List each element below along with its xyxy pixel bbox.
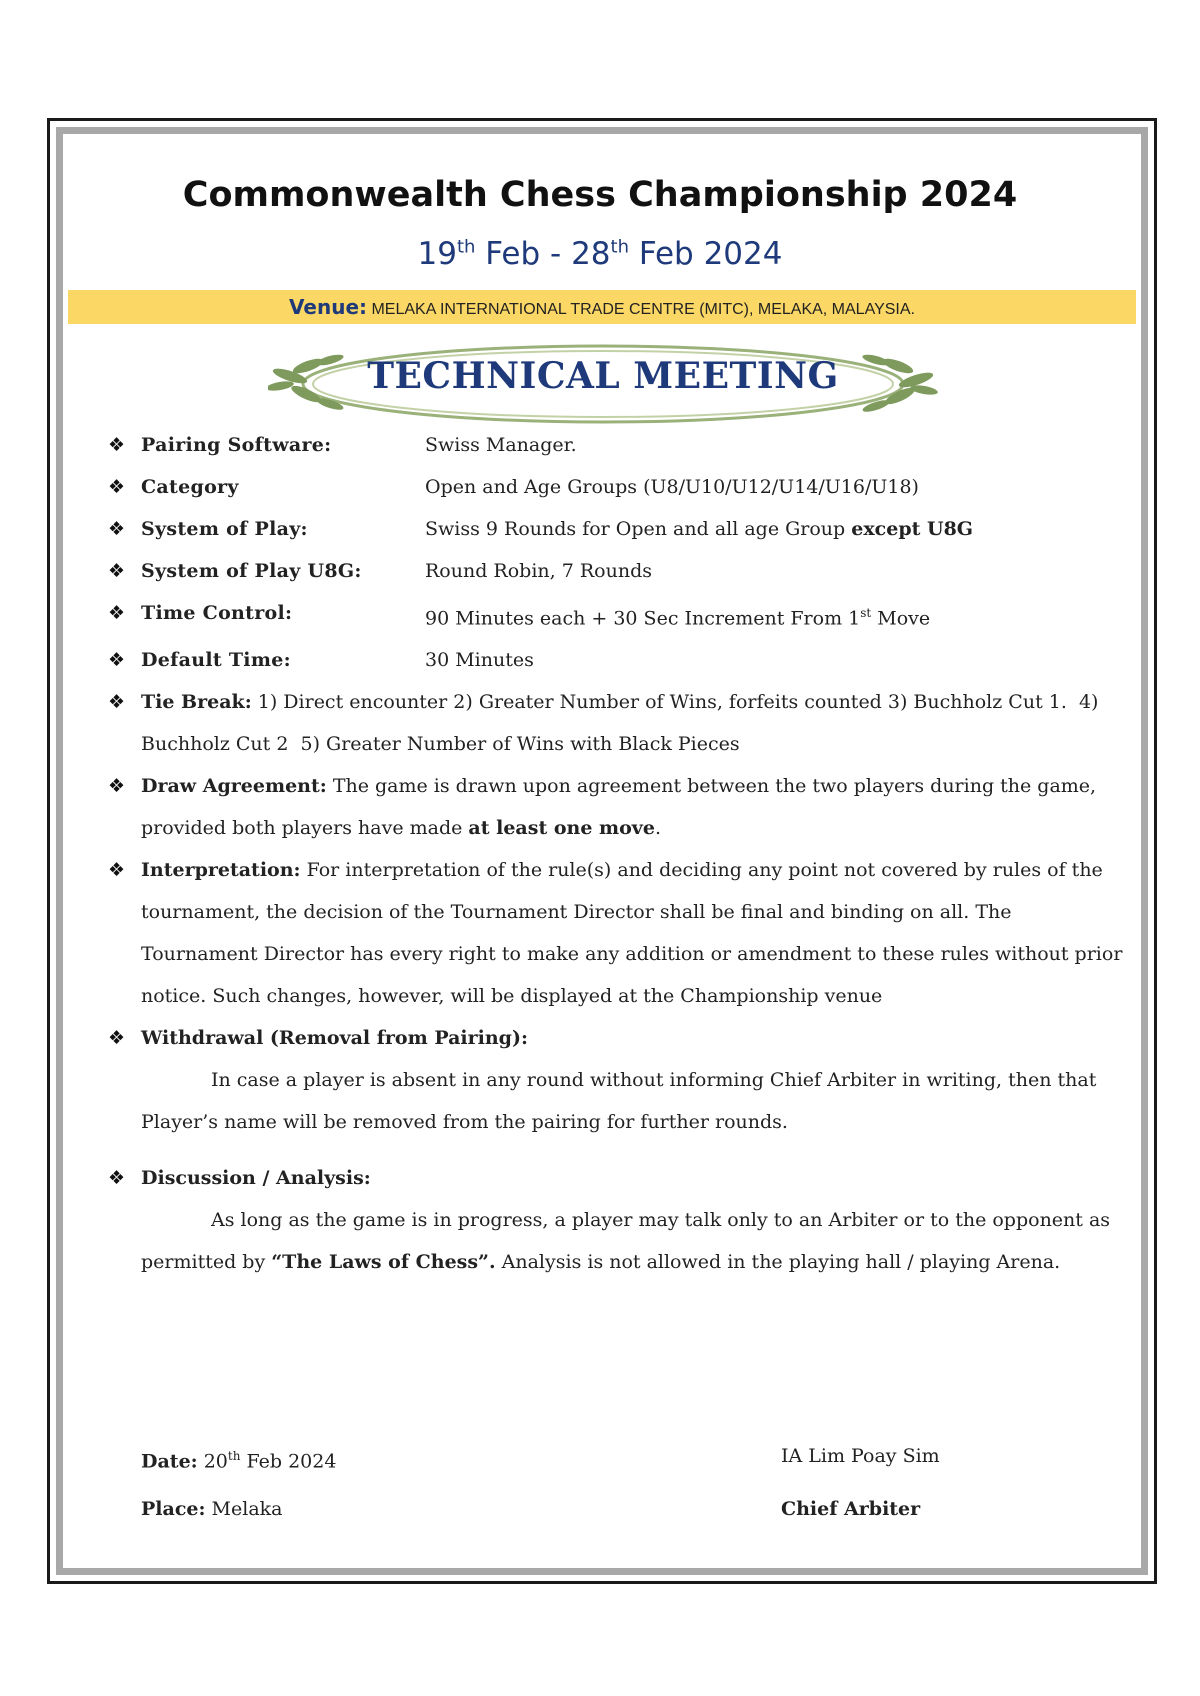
diamond-bullet-icon: ❖ — [108, 434, 126, 456]
date-end-rest: Feb 2024 — [628, 236, 783, 272]
list-item-category — [108, 466, 1128, 508]
item-label: Pairing Software: — [141, 434, 332, 456]
list-item-pairing-software — [108, 424, 1128, 466]
item-value: Swiss Manager. — [425, 434, 577, 456]
item-label: Tie Break: — [141, 691, 252, 714]
signatory-name: IA Lim Poay Sim — [781, 1445, 940, 1467]
item-text: 1) Direct encounter 2) Greater Number of Wins, forfeits counted 3) Buchholz Cut 1. 4) Buchholz Cut 2 5) Greater Number of Wins with Black Pieces — [141, 691, 1105, 756]
list-item-time-control — [108, 592, 1128, 639]
item-label: Draw Agreement: — [141, 775, 327, 798]
list-item-draw-agreement — [108, 765, 1128, 849]
diamond-bullet-icon: ❖ — [108, 476, 126, 498]
item-value — [425, 508, 1128, 550]
venue-bar — [68, 290, 1136, 324]
signature-block — [141, 1432, 1001, 1533]
item-label: Category — [141, 476, 239, 498]
item-text: The game is drawn upon agreement between the two players during the game, provided both players have made — [141, 775, 1103, 840]
event-dates — [0, 236, 1200, 272]
item-text-bold: “The Laws of Chess”. — [271, 1251, 496, 1274]
item-value: Open and Age Groups (U8/U10/U12/U14/U16/U18) — [425, 476, 919, 498]
item-label: Interpretation: — [141, 859, 301, 882]
item-text: In case a player is absent in any round without informing Chief Arbiter in writing, then that Player’s name will be removed from the pairing for further rounds. — [141, 1069, 1097, 1134]
footer-date-suffix: th — [227, 1449, 241, 1463]
item-label: Discussion / Analysis: — [141, 1167, 371, 1190]
item-value-text: Move — [871, 607, 931, 630]
diamond-bullet-icon: ❖ — [108, 859, 126, 882]
item-value — [425, 592, 1128, 639]
footer-place-value: Melaka — [205, 1498, 283, 1521]
item-text: For interpretation of the rule(s) and deciding any point not covered by rules of the tournament, the decision of the Tournament Director shall be final and binding on all. The Tournament Director has every right to make any addition or amendment to these rules without prior notice. Such changes, however, will be displayed at the Championship venue — [141, 859, 1129, 1008]
item-label: System of Play U8G: — [141, 560, 362, 582]
date-start-rest: Feb - — [475, 236, 572, 272]
item-text — [141, 1199, 1128, 1283]
page-title: Commonwealth Chess Championship 2024 — [182, 175, 1018, 215]
item-text-part: Analysis is not allowed in the playing hall / playing Arena. — [495, 1251, 1061, 1274]
item-label: Default Time: — [141, 649, 291, 672]
diamond-bullet-icon: ❖ — [108, 1167, 126, 1190]
diamond-bullet-icon: ❖ — [108, 602, 126, 624]
item-label: System of Play: — [141, 518, 308, 540]
footer-date-label: Date: — [141, 1450, 198, 1473]
list-item-discussion — [108, 1157, 1128, 1283]
item-value: 30 Minutes — [425, 649, 534, 672]
item-text-part: As long as the game is in progress, a player may talk only to an Arbiter or to the opponent as permitted by — [141, 1209, 1117, 1274]
item-value-sup: st — [860, 606, 872, 620]
item-text-bold: at least one move — [468, 817, 655, 840]
date-end-suffix: th — [610, 236, 629, 258]
banner-title: TECHNICAL MEETING — [367, 355, 839, 397]
signatory-title: Chief Arbiter — [781, 1498, 921, 1521]
footer-place-label: Place: — [141, 1498, 206, 1521]
item-value-text: 90 Minutes each + 30 Sec Increment From 1 — [425, 607, 861, 630]
diamond-bullet-icon: ❖ — [108, 649, 126, 672]
diamond-bullet-icon: ❖ — [108, 518, 126, 540]
diamond-bullet-icon: ❖ — [108, 775, 126, 798]
list-item-system-of-play-u8g — [108, 550, 1128, 592]
list-item-withdrawal — [108, 1017, 1128, 1143]
item-label: Time Control: — [141, 602, 293, 624]
diamond-bullet-icon: ❖ — [108, 1027, 126, 1050]
item-label: Withdrawal (Removal from Pairing): — [141, 1027, 528, 1050]
rules-list — [108, 424, 1128, 1283]
footer-date-rest: Feb 2024 — [240, 1450, 337, 1473]
venue-label: Venue: — [289, 295, 368, 319]
venue-text: MELAKA INTERNATIONAL TRADE CENTRE (MITC), MELAKA, MALAYSIA. — [367, 301, 915, 318]
list-item-default-time — [108, 639, 1128, 681]
footer-place — [141, 1485, 781, 1533]
list-item-interpretation — [108, 849, 1128, 1017]
item-value-bold: except U8G — [851, 518, 974, 540]
item-text: . — [654, 817, 661, 840]
date-end-day: 28 — [571, 236, 611, 272]
item-value-text: Swiss 9 Rounds for Open and all age Group — [425, 518, 852, 540]
diamond-bullet-icon: ❖ — [108, 691, 126, 714]
diamond-bullet-icon: ❖ — [108, 560, 126, 582]
footer-date — [141, 1432, 781, 1485]
footer-date-day: 20 — [197, 1450, 228, 1473]
item-value: Round Robin, 7 Rounds — [425, 560, 652, 582]
date-start-day: 19 — [417, 236, 457, 272]
date-start-suffix: th — [456, 236, 476, 258]
list-item-system-of-play — [108, 508, 1128, 550]
list-item-tie-break — [108, 681, 1128, 765]
